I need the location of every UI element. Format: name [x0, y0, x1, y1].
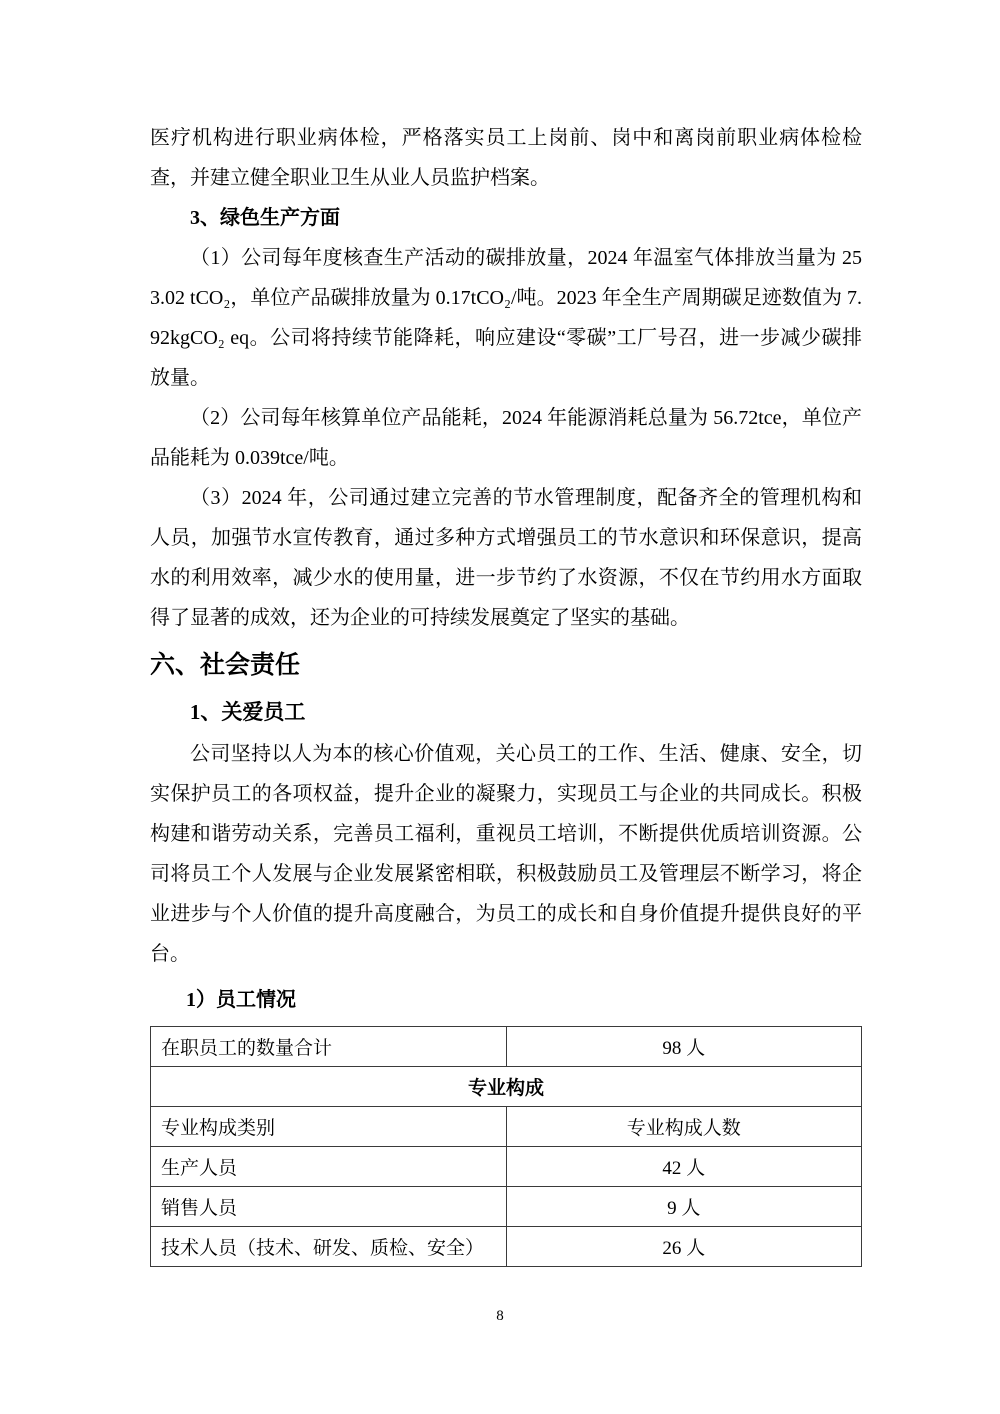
employee-table [150, 1026, 862, 1267]
table-row-technical [151, 1227, 862, 1267]
cell-sales-label: 销售人员 [151, 1187, 507, 1227]
paragraph-occupational-health-continuation: 医疗机构进行职业病体检，严格落实员工上岗前、岗中和离岗前职业病体检检查，并建立健全职业卫生从业人员监护档案。 [150, 127, 862, 189]
cell-column-category: 专业构成类别 [151, 1107, 507, 1147]
table-row-section-header [151, 1067, 862, 1107]
cell-section-header: 专业构成 [151, 1067, 862, 1107]
cell-column-count: 专业构成人数 [506, 1107, 862, 1147]
cell-technical-count: 26 人 [506, 1227, 862, 1267]
heading-employee-info: 1）员工情况 [186, 989, 296, 1011]
table-row-total [151, 1027, 862, 1067]
paragraph-people-first: 公司坚持以人为本的核心价值观，关心员工的工作、生活、健康、安全，切实保护员工的各项权益，提升企业的凝聚力，实现员工与企业的共同成长。积极构建和谐劳动关系，完善员工福利，重视员工培训，不断提供优质培训资源。公司将员工个人发展与企业发展紧密相联，积极鼓励员工及管理层不断学习，将企业进步与个人价值的提升高度融合，为员工的成长和自身价值提升提供良好的平台。 [150, 743, 862, 965]
table-row-production [151, 1147, 862, 1187]
page-content [150, 118, 862, 1267]
cell-total-value: 98 人 [506, 1027, 862, 1067]
cell-total-label: 在职员工的数量合计 [151, 1027, 507, 1067]
table-row-sales [151, 1187, 862, 1227]
cell-production-label: 生产人员 [151, 1147, 507, 1187]
paragraph-carbon-emissions: （1）公司每年度核查生产活动的碳排放量，2024 年温室气体排放当量为 253.02 tCO₂，单位产品碳排放量为 0.17tCO₂/吨。2023 年全生产周期碳足迹数值为 7.92kgCO₂ eq。公司将持续节能降耗，响应建设“零碳”工厂号召，进一步减少碳排放量。 [150, 247, 862, 389]
paragraph-energy-consumption: （2）公司每年核算单位产品能耗，2024 年能源消耗总量为 56.72tce，单位产品能耗为 0.039tce/吨。 [150, 407, 862, 469]
heading-care-employees: 1、关爱员工 [189, 700, 306, 724]
paragraph-water-saving: （3）2024 年，公司通过建立完善的节水管理制度，配备齐全的管理机构和人员，加强节水宣传教育，通过多种方式增强员工的节水意识和环保意识，提高水的利用效率，减少水的使用量，进一步节约了水资源，不仅在节约用水方面取得了显著的成效，还为企业的可持续发展奠定了坚实的基础。 [150, 487, 862, 629]
page-number: 8 [496, 1308, 504, 1324]
table-row-column-headers [151, 1107, 862, 1147]
cell-production-count: 42 人 [506, 1147, 862, 1187]
heading-green-production: 3、绿色生产方面 [190, 207, 340, 229]
cell-technical-label: 技术人员（技术、研发、质检、安全） [151, 1227, 507, 1267]
cell-sales-count: 9 人 [506, 1187, 862, 1227]
heading-social-responsibility: 六、社会责任 [150, 652, 301, 679]
